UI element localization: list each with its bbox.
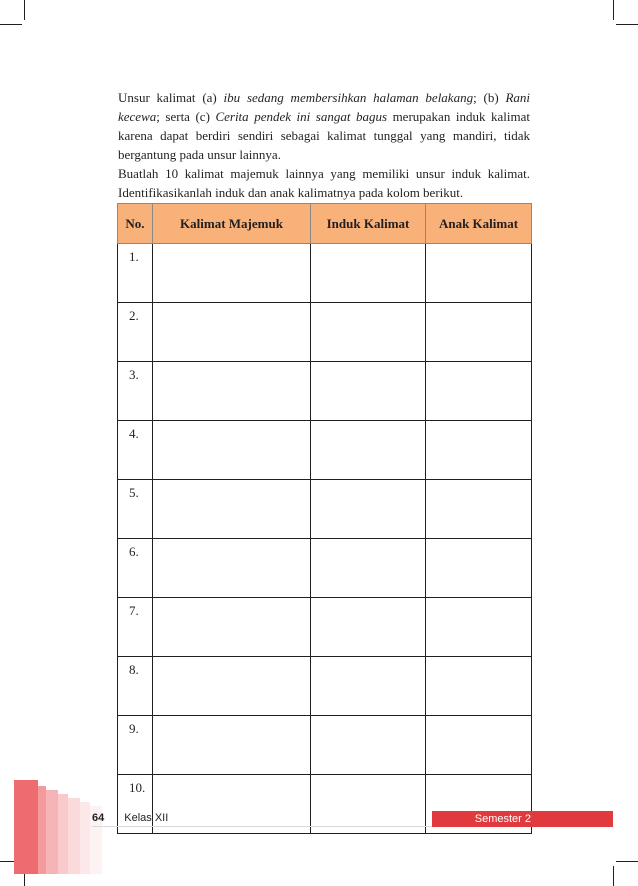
- induk-kalimat-cell[interactable]: [311, 480, 426, 539]
- kalimat-majemuk-cell[interactable]: [153, 657, 311, 716]
- table-row: [118, 244, 532, 303]
- row-number: 2.: [118, 303, 153, 362]
- example-a: ibu sedang membersihkan halaman belakang: [223, 90, 474, 105]
- row-number: 8.: [118, 657, 153, 716]
- kalimat-majemuk-cell[interactable]: [153, 775, 311, 834]
- kalimat-majemuk-cell[interactable]: [153, 303, 311, 362]
- book-label: Kelas XII: [124, 812, 169, 824]
- row-number: 1.: [118, 244, 153, 303]
- header-anak-kalimat: Anak Kalimat: [426, 204, 532, 244]
- instruction-paragraph: Buatlah 10 kalimat majemuk lainnya yang memiliki unsur induk kalimat. Identifikasikanlah induk dan anak kalimatnya pada kolom berikut.: [118, 166, 530, 200]
- kalimat-majemuk-cell[interactable]: [153, 480, 311, 539]
- induk-kalimat-cell[interactable]: [311, 244, 426, 303]
- anak-kalimat-cell[interactable]: [426, 244, 532, 303]
- crop-mark: [24, 0, 25, 20]
- decorative-bars: [14, 780, 104, 874]
- induk-kalimat-cell[interactable]: [311, 657, 426, 716]
- kalimat-majemuk-cell[interactable]: [153, 539, 311, 598]
- row-number: 9.: [118, 716, 153, 775]
- induk-kalimat-cell[interactable]: [311, 598, 426, 657]
- row-number: 10.: [118, 775, 153, 834]
- table-row: [118, 303, 532, 362]
- table-row: [118, 716, 532, 775]
- row-number: 3.: [118, 362, 153, 421]
- header-kalimat-majemuk: Kalimat Majemuk: [153, 204, 311, 244]
- row-number: 6.: [118, 539, 153, 598]
- anak-kalimat-cell[interactable]: [426, 657, 532, 716]
- induk-kalimat-cell[interactable]: [311, 716, 426, 775]
- anak-kalimat-cell[interactable]: [426, 598, 532, 657]
- kalimat-majemuk-cell[interactable]: [153, 421, 311, 480]
- induk-kalimat-cell[interactable]: [311, 421, 426, 480]
- row-number: 5.: [118, 480, 153, 539]
- crop-mark: [0, 24, 22, 25]
- crop-mark: [613, 0, 614, 20]
- header-induk-kalimat: Induk Kalimat: [311, 204, 426, 244]
- anak-kalimat-cell[interactable]: [426, 480, 532, 539]
- semester-label: Semester 2: [474, 813, 531, 825]
- table-row: [118, 421, 532, 480]
- row-number: 7.: [118, 598, 153, 657]
- table-row: [118, 657, 532, 716]
- anak-kalimat-cell[interactable]: [426, 716, 532, 775]
- induk-kalimat-cell[interactable]: [311, 303, 426, 362]
- induk-kalimat-cell[interactable]: [311, 362, 426, 421]
- example-c: Cerita pendek ini sangat bagus: [215, 109, 388, 124]
- crop-mark: [616, 861, 638, 862]
- table-row: [118, 480, 532, 539]
- anak-kalimat-cell[interactable]: [426, 539, 532, 598]
- table-row: [118, 539, 532, 598]
- kalimat-majemuk-cell[interactable]: [153, 244, 311, 303]
- intro-paragraph: Unsur kalimat (a) ibu sedang membersihkan halaman belakang; (b) Rani kecewa; serta (c) Cerita pendek ini sangat bagus merupakan induk kalimat karena dapat berdiri sendiri sebagai kalimat tunggal yang mandiri, tidak bergantung pada unsur lainnya.: [118, 90, 530, 162]
- table-row: [118, 598, 532, 657]
- header-no: No.: [118, 204, 153, 244]
- anak-kalimat-cell[interactable]: [426, 362, 532, 421]
- table-row: [118, 362, 532, 421]
- crop-mark: [613, 866, 614, 886]
- example-b: Rani kecewa: [118, 90, 530, 124]
- anak-kalimat-cell[interactable]: [426, 303, 532, 362]
- semester-badge: [432, 811, 613, 827]
- kalimat-majemuk-cell[interactable]: [153, 716, 311, 775]
- footer-divider: [92, 826, 432, 827]
- crop-mark: [616, 24, 638, 25]
- anak-kalimat-cell[interactable]: [426, 421, 532, 480]
- kalimat-majemuk-cell[interactable]: [153, 598, 311, 657]
- induk-kalimat-cell[interactable]: [311, 539, 426, 598]
- kalimat-majemuk-cell[interactable]: [153, 362, 311, 421]
- page-number: 64: [92, 812, 105, 824]
- footer-left: [92, 812, 168, 824]
- induk-kalimat-cell[interactable]: [311, 775, 426, 834]
- row-number: 4.: [118, 421, 153, 480]
- exercise-table: [117, 203, 532, 834]
- table-header-row: [118, 204, 532, 244]
